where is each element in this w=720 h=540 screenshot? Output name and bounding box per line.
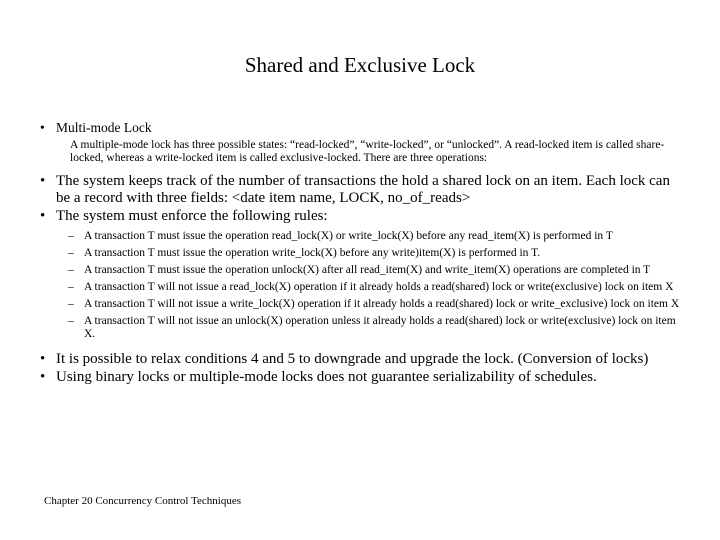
bullet-text: Multi-mode Lock: [56, 120, 152, 135]
rule-item: [68, 298, 680, 311]
bullet-relax-conditions: [40, 351, 680, 368]
bullet-mark: •: [40, 369, 46, 385]
dash-mark: –: [68, 315, 74, 327]
dash-mark: –: [68, 230, 74, 242]
bullet-mark: •: [40, 351, 46, 367]
dash-mark: –: [68, 264, 74, 276]
dash-mark: –: [68, 247, 74, 259]
rule-item: [68, 247, 680, 260]
rule-text: A transaction T must issue the operation unlock(X) after all read_item(X) and write_item(X) operations are completed in T: [84, 264, 651, 276]
multimode-description: A multiple-mode lock has three possible states: “read-locked”, “write-locked”, or “unlocked”. A read-locked item is called share-locked, whereas a write-locked item is called exclusive-locked. There are three operations:: [70, 139, 665, 164]
bullet-enforce-rules: [40, 208, 680, 225]
rule-item: [68, 230, 680, 243]
rule-text: A transaction T will not issue a read_lock(X) operation if it already holds a read(shared) lock or write(exclusive) lock on item X: [84, 281, 674, 293]
bullet-text: It is possible to relax conditions 4 and 5 to downgrade and upgrade the lock. (Conversion of locks): [56, 351, 649, 367]
bullet-text: The system keeps track of the number of transactions the hold a shared lock on an item. Each lock can be a record with three fields: <date item name, LOCK, no_of_reads>: [56, 173, 670, 206]
rule-item: [68, 264, 680, 277]
bullet-multimode-lock: [40, 120, 680, 136]
bullet-mark: •: [40, 208, 46, 224]
bullet-text: Using binary locks or multiple-mode locks does not guarantee serializability of schedules.: [56, 369, 597, 385]
bullet-serializability: [40, 369, 680, 386]
bullet-mark: •: [40, 120, 45, 135]
bullet-mark: •: [40, 173, 46, 189]
dash-mark: –: [68, 281, 74, 293]
rule-text: A transaction T will not issue an unlock(X) operation unless it already holds a read(shared) lock or write(exclusive) lock on item X.: [84, 315, 676, 340]
rule-text: A transaction T will not issue a write_lock(X) operation if it already holds a read(shared) lock or write_exclusive) lock on item X: [84, 298, 680, 310]
bullet-text: The system must enforce the following rules:: [56, 208, 328, 224]
slide-content: [40, 120, 680, 386]
slide-footer: Chapter 20 Concurrency Control Techniques: [44, 495, 241, 507]
dash-mark: –: [68, 298, 74, 310]
rule-text: A transaction T must issue the operation read_lock(X) or write_lock(X) before any read_item(X) is performed in T: [84, 230, 613, 242]
rule-text: A transaction T must issue the operation write_lock(X) before any write)item(X) is performed in T.: [84, 247, 541, 259]
slide-title: Shared and Exclusive Lock: [244, 53, 476, 77]
rule-item: [68, 315, 680, 341]
bullet-track-transactions: [40, 173, 680, 207]
rule-item: [68, 281, 680, 294]
rules-list: [68, 230, 680, 341]
